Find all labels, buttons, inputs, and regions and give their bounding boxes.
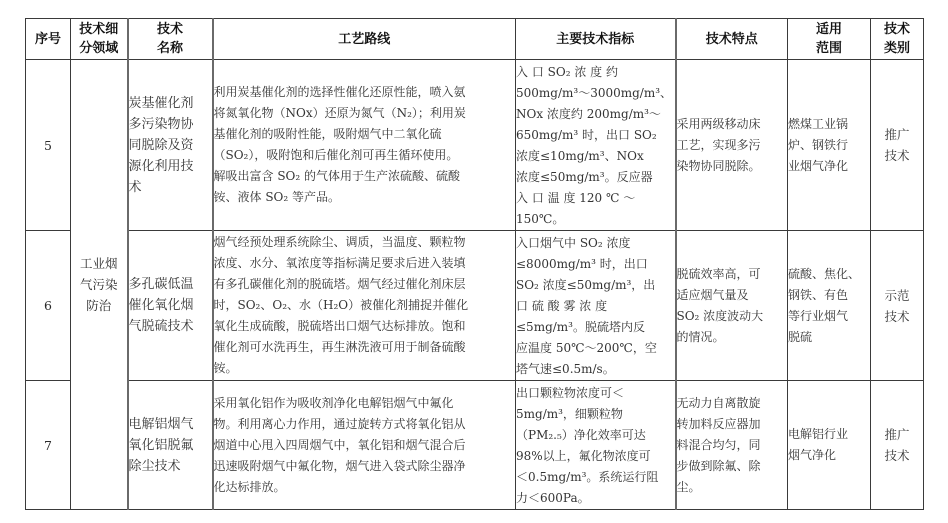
process-line: 利用炭基催化剂的选择性催化还原性能，喷入氨 (213, 85, 466, 99)
cell-process (213, 381, 516, 510)
domain-line: 防治 (86, 298, 112, 313)
type-line: 示范 (884, 287, 910, 303)
type-line: 推广 (884, 127, 910, 142)
cell-scope (788, 381, 871, 510)
cell-metrics (516, 231, 676, 381)
header-domain-line: 技术细 (79, 22, 119, 37)
metrics-line: 500mg/m³～3000mg/m³、 (516, 86, 673, 100)
cell-process (213, 231, 516, 381)
name-line: 源化利用技 (128, 158, 194, 174)
table-row (26, 231, 924, 381)
type-line: 技术 (884, 308, 910, 324)
cell-tech-name (128, 231, 213, 381)
metrics-line: 出口颗粒物浓度可＜ (516, 386, 625, 400)
metrics-line: 塔气速≤0.5m/s。 (516, 362, 615, 376)
process-line: 铵、液体 SO₂ 等产品。 (213, 190, 340, 204)
process-line: 时，SO₂、O₂、水（H₂O）被催化剂捕捉并催化 (213, 298, 469, 312)
process-line: （SO₂），吸附饱和后催化剂可再生循环使用。 (213, 148, 459, 162)
cell-type (871, 60, 924, 231)
cell-domain (71, 60, 128, 510)
process-line: 有多孔碳催化剂的脱硫塔。烟气经过催化剂床层 (213, 277, 466, 291)
features-line: 无动力自离散旋 (676, 395, 761, 410)
metrics-line: 浓度≤50mg/m³。反应器 (516, 170, 653, 184)
scope-line: 电解铝行业 (788, 427, 849, 441)
features-line: 脱硫效率高，可 (676, 266, 761, 281)
cell-features (676, 231, 788, 381)
scope-line: 炉、钢铁行 (788, 137, 849, 152)
features-line: 料混合均匀，同 (676, 437, 761, 452)
name-line: 氧化铝脱氟 (128, 437, 194, 453)
header-index: 序号 (26, 19, 71, 60)
metrics-line: ＜0.5mg/m³。系统运行阻 (516, 470, 659, 484)
name-line: 多污染物协 (128, 116, 194, 132)
features-line: 转加料反应器加 (676, 416, 761, 431)
process-line: 浓度、水分、氧浓度等指标满足要求后进入装填 (213, 256, 466, 270)
cell-metrics (516, 60, 676, 231)
features-line: SO₂ 浓度波动大 (676, 308, 764, 323)
header-metrics: 主要技术指标 (516, 19, 676, 60)
process-line: 将氮氧化物（NOx）还原为氮气（N₂）；利用炭 (213, 106, 466, 120)
cell-tech-name (128, 381, 213, 510)
header-domain (71, 19, 128, 60)
header-name-line: 技术 (156, 22, 183, 37)
scope-line: 脱硫 (788, 329, 813, 344)
header-domain-line: 分领域 (79, 41, 119, 56)
name-line: 气脱硫技术 (128, 319, 194, 334)
process-line: 烟气经预处理系统除尘、调质，当温度、颗粒物 (213, 235, 466, 249)
cell-scope (788, 60, 871, 231)
features-line: 采用两级移动床 (676, 116, 761, 131)
name-line: 术 (128, 179, 142, 195)
process-line: 基催化剂的吸附性能，吸附烟气中二氧化硫 (213, 127, 442, 141)
cell-index: 7 (26, 381, 71, 510)
process-line: 解吸出富含 SO₂ 的气体用于生产浓硫酸、硫酸 (213, 169, 460, 183)
cell-type (871, 381, 924, 510)
cell-type (871, 231, 924, 381)
cell-index: 5 (26, 60, 71, 231)
header-row (26, 19, 924, 60)
cell-scope (788, 231, 871, 381)
header-scope-line: 范围 (815, 41, 842, 56)
table-row (26, 60, 924, 231)
cell-index: 6 (26, 231, 71, 381)
scope-line: 钢铁、有色 (788, 287, 849, 302)
scope-line: 等行业烟气 (788, 308, 849, 323)
features-line: 染物协同脱除。 (676, 158, 761, 173)
process-line: 氧化生成硫酸，脱硫塔出口烟气达标排放。饱和 (213, 319, 466, 333)
process-line: 催化剂可水洗再生，再生淋洗液可用于制备硫酸 (213, 340, 466, 354)
header-scope (788, 19, 871, 60)
metrics-line: ≤8000mg/m³ 时，出口 (516, 257, 648, 271)
name-line: 电解铝烟气 (128, 416, 194, 432)
header-scope-line: 适用 (815, 22, 842, 37)
metrics-line: 应温度 50℃～200℃，空 (516, 341, 657, 355)
cell-features (676, 381, 788, 510)
features-line: 适应烟气量及 (676, 287, 749, 302)
process-line: 化达标排放。 (213, 479, 286, 494)
technology-table (25, 18, 924, 510)
metrics-line: 98%以上，氟化物浓度可 (516, 449, 651, 463)
header-type-line: 类别 (883, 41, 910, 56)
metrics-line: SO₂ 浓度≤50mg/m³，出 (516, 278, 656, 292)
metrics-line: 力＜600Pa。 (516, 491, 590, 505)
metrics-line: 入 口 温 度 120 ℃ ～ (516, 191, 636, 205)
name-line: 同脱除及资 (128, 137, 194, 153)
process-line: 烟道中心甩入四周烟气中，氧化铝和烟气混合后 (213, 437, 466, 452)
name-line: 炭基催化剂 (128, 95, 194, 111)
metrics-line: 浓度≤10mg/m³、NOx (516, 149, 644, 163)
features-line: 工艺，实现多污 (676, 137, 761, 152)
cell-tech-name (128, 60, 213, 231)
header-type (871, 19, 924, 60)
process-line: 迅速吸附烟气中氟化物，烟气进入袋式除尘器净 (213, 458, 466, 473)
features-line: 的情况。 (676, 329, 725, 344)
process-line: 采用氧化铝作为吸收剂净化电解铝烟气中氟化 (213, 395, 454, 410)
metrics-line: NOx 浓度约 200mg/m³～ (516, 107, 661, 121)
name-line: 催化氧化烟 (128, 298, 194, 313)
type-line: 技术 (884, 148, 910, 163)
name-line: 除尘技术 (128, 458, 181, 474)
scope-line: 业烟气净化 (788, 158, 849, 173)
metrics-line: （PM₂.₅）净化效率可达 (516, 428, 646, 442)
domain-line: 气污染 (79, 277, 118, 292)
metrics-line: ≤5mg/m³。脱硫塔内反 (516, 320, 645, 334)
domain-line: 工业烟 (79, 256, 118, 271)
metrics-line: 5mg/m³，细颗粒物 (516, 407, 623, 421)
name-line: 多孔碳低温 (128, 277, 194, 292)
metrics-line: 入口烟气中 SO₂ 浓度 (516, 236, 631, 250)
type-line: 推广 (884, 427, 910, 442)
scope-line: 燃煤工业锅 (788, 116, 849, 131)
cell-features (676, 60, 788, 231)
process-line: 物。利用离心力作用，通过旋转方式将氧化铝从 (213, 416, 466, 431)
header-features: 技术特点 (676, 19, 788, 60)
header-name-line: 名称 (156, 41, 183, 56)
cell-metrics (516, 381, 676, 510)
table-row (26, 381, 924, 510)
cell-process (213, 60, 516, 231)
header-type-line: 技术 (883, 22, 910, 37)
scope-line: 硫酸、焦化、 (788, 266, 861, 281)
metrics-line: 口 硫 酸 雾 浓 度 (516, 299, 608, 313)
process-line: 铵。 (213, 361, 238, 375)
features-line: 尘。 (676, 479, 701, 494)
metrics-line: 650mg/m³ 时，出口 SO₂ (516, 128, 657, 142)
scope-line: 烟气净化 (788, 448, 837, 462)
features-line: 步做到除氟、除 (676, 458, 761, 473)
type-line: 技术 (884, 448, 910, 463)
header-process: 工艺路线 (213, 19, 516, 60)
metrics-line: 150℃。 (516, 212, 565, 226)
header-name (128, 19, 213, 60)
metrics-line: 入 口 SO₂ 浓 度 约 (516, 65, 618, 79)
